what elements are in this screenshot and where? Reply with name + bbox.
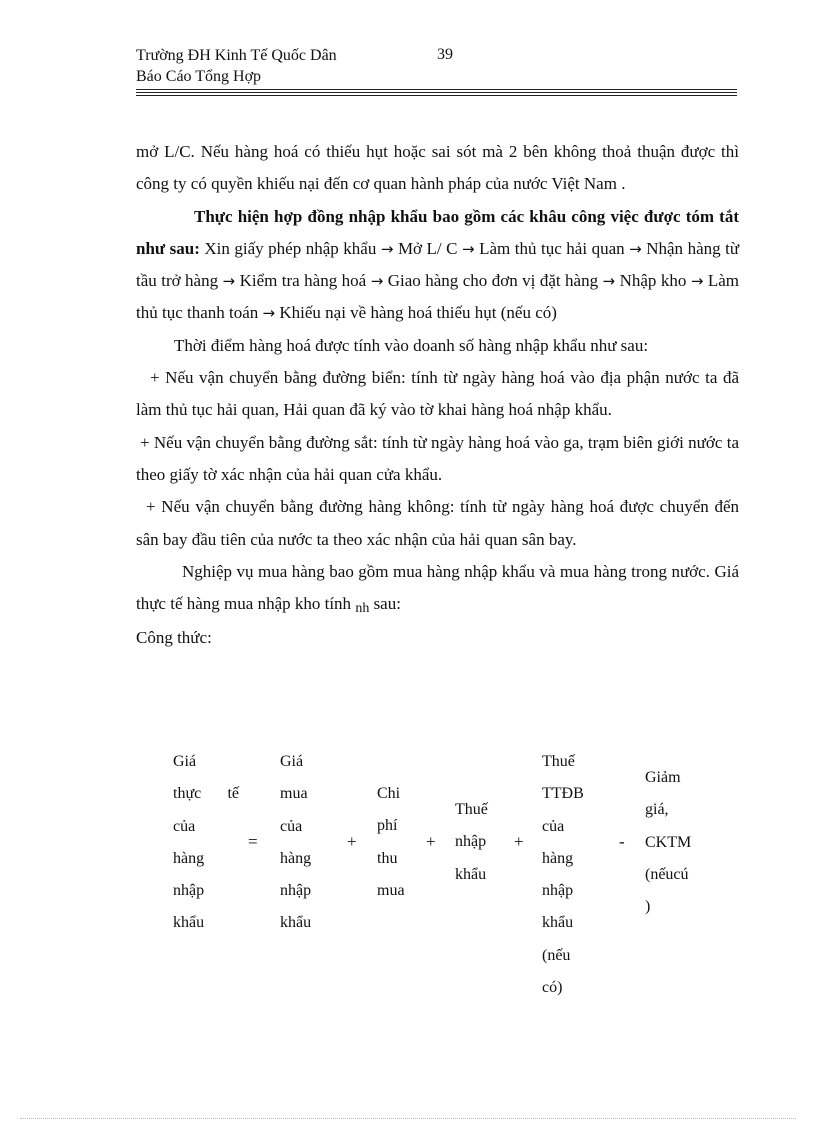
formula-term-line: thực tế bbox=[173, 785, 239, 803]
formula-term-line: Thuế bbox=[455, 801, 488, 818]
formula-col-discount bbox=[645, 762, 705, 923]
formula-term-line: của bbox=[542, 817, 565, 835]
formula-term-line: hàng bbox=[173, 849, 205, 867]
formula-term-line: thu bbox=[377, 849, 398, 867]
document-body bbox=[136, 136, 739, 655]
formula-term-line: khẩu bbox=[173, 914, 205, 932]
formula-term-line: khẩu bbox=[455, 865, 487, 883]
formula-term-line: nhập bbox=[542, 882, 574, 900]
paragraph-liability: mở L/C. Nếu hàng hoá có thiếu hụt hoặc sai sót mà 2 bên không thoả thuận được thì công ty có quyền khiếu nại đến cơ quan hành pháp của nước Việt Nam . bbox=[136, 142, 739, 194]
bullet-rail-transport: + Nếu vận chuyển bằng đường sắt: tính từ ngày hàng hoá vào ga, trạm biên giới nước ta theo giấy tờ xác nhận của hải quan cửa khẩu. bbox=[136, 432, 739, 484]
contract-step: Làm thủ tục thanh toán bbox=[136, 271, 739, 323]
formula-term-line: mua bbox=[280, 785, 308, 803]
contract-step: Làm thủ tục hải quan bbox=[479, 238, 625, 258]
arrow-right-icon: → bbox=[222, 272, 236, 291]
contract-steps-sequence bbox=[136, 239, 739, 323]
formula-col-actual-price bbox=[173, 746, 239, 940]
formula-term-line: CKTM bbox=[645, 833, 692, 851]
formula-minus: - bbox=[619, 832, 625, 851]
paragraph-purchase-text: Nghiệp vụ mua hàng bao gồm mua hàng nhập khẩu và mua hàng trong nước. Giá thực tế hàng mua nhập kho tính bbox=[136, 561, 739, 614]
formula-term-line: ) bbox=[645, 898, 651, 916]
formula-term-line: Giá bbox=[280, 753, 304, 770]
formula-term-line: khẩu bbox=[542, 914, 574, 932]
formula-term-line: Giá bbox=[173, 753, 197, 770]
formula-term-line: nhập bbox=[173, 882, 205, 900]
paragraph-purchase-end: sau: bbox=[373, 594, 401, 614]
paragraph-contract-steps-lead: Thực hiện hợp đồng nhập khẩu bao gồm các khâu công việc được tóm tắt như sau: bbox=[136, 206, 739, 258]
arrow-right-icon: → bbox=[690, 272, 704, 291]
bullet-air-transport: + Nếu vận chuyển bằng đường hàng không: tính từ ngày hàng hoá được chuyển đến sân bay đầu tiên của nước ta theo xác nhận của hải quan sân bay. bbox=[136, 497, 739, 549]
paragraph-timing: Thời điểm hàng hoá được tính vào doanh số hàng nhập khẩu như sau: bbox=[174, 335, 649, 355]
contract-step: Nhập kho bbox=[619, 271, 687, 291]
formula-term-line: phí bbox=[377, 817, 398, 835]
formula-term-line: của bbox=[280, 817, 303, 835]
contract-step: Nhận hàng từ tầu trở hàng bbox=[136, 238, 740, 291]
arrow-right-icon: → bbox=[380, 239, 394, 258]
contract-step: Giao hàng cho đơn vị đặt hàng bbox=[387, 271, 599, 291]
paragraph-purchase-fragment: nh bbox=[355, 601, 370, 617]
contract-step: Khiếu nại về hàng hoá thiếu hụt (nếu có) bbox=[279, 303, 557, 323]
header-report-title: Báo Cáo Tổng Hợp bbox=[136, 68, 262, 85]
arrow-right-icon: → bbox=[462, 239, 475, 258]
formula-term-line: (nếu bbox=[542, 946, 571, 964]
header-rule bbox=[136, 92, 737, 93]
paragraph-contract-steps bbox=[136, 201, 739, 330]
formula-term-line: Giảm bbox=[645, 769, 681, 786]
formula-term-line: khẩu bbox=[280, 914, 312, 932]
formula-term-line: hàng bbox=[280, 849, 312, 867]
formula-term-line: hàng bbox=[542, 849, 574, 867]
page-bottom-border bbox=[20, 1118, 796, 1119]
formula-equals: = bbox=[248, 832, 258, 851]
contract-step: Kiểm tra hàng hoá bbox=[239, 271, 367, 291]
arrow-right-icon: → bbox=[262, 304, 276, 323]
formula-term-line: giá, bbox=[645, 801, 669, 819]
header-school: Trường ĐH Kinh Tế Quốc Dân bbox=[136, 47, 337, 64]
contract-step: Mở L/ C bbox=[397, 238, 458, 258]
arrow-right-icon: → bbox=[602, 272, 616, 291]
bullet-sea-transport: + Nếu vận chuyển bằng đường biển: tính từ ngày hàng hoá vào địa phận nước ta đã làm thủ tục hải quan, Hải quan đã ký vào tờ khai hàng hoá nhập khẩu. bbox=[136, 368, 739, 420]
formula-plus: + bbox=[426, 832, 436, 851]
header-rule bbox=[136, 95, 737, 96]
formula-plus: + bbox=[514, 832, 524, 851]
formula-term-line: TTĐB bbox=[542, 785, 584, 803]
formula-term-line: Chi bbox=[377, 785, 401, 802]
formula-col-purchase-cost bbox=[377, 778, 417, 907]
formula-term-line: nhập bbox=[280, 882, 312, 900]
arrow-right-icon: → bbox=[370, 272, 384, 291]
formula-term-line: Thuế bbox=[542, 753, 575, 770]
formula-col-special-tax bbox=[542, 746, 602, 1004]
formula-term-line: của bbox=[173, 817, 196, 835]
formula-plus: + bbox=[347, 832, 357, 851]
formula-term-line: nhập bbox=[455, 833, 487, 851]
formula-term-line: có) bbox=[542, 979, 563, 997]
formula-label: Công thức: bbox=[136, 628, 212, 648]
formula-col-purchase-price bbox=[280, 746, 320, 940]
formula-col-import-tax bbox=[455, 794, 505, 891]
paragraph-purchase bbox=[136, 556, 739, 623]
arrow-right-icon: → bbox=[629, 239, 642, 258]
formula-term-line: (nếucú bbox=[645, 865, 689, 883]
contract-step: Xin giấy phép nhập khẩu bbox=[204, 238, 377, 258]
header-rule bbox=[136, 89, 737, 90]
page-number: 39 bbox=[437, 46, 453, 63]
formula-term-line: mua bbox=[377, 881, 405, 899]
